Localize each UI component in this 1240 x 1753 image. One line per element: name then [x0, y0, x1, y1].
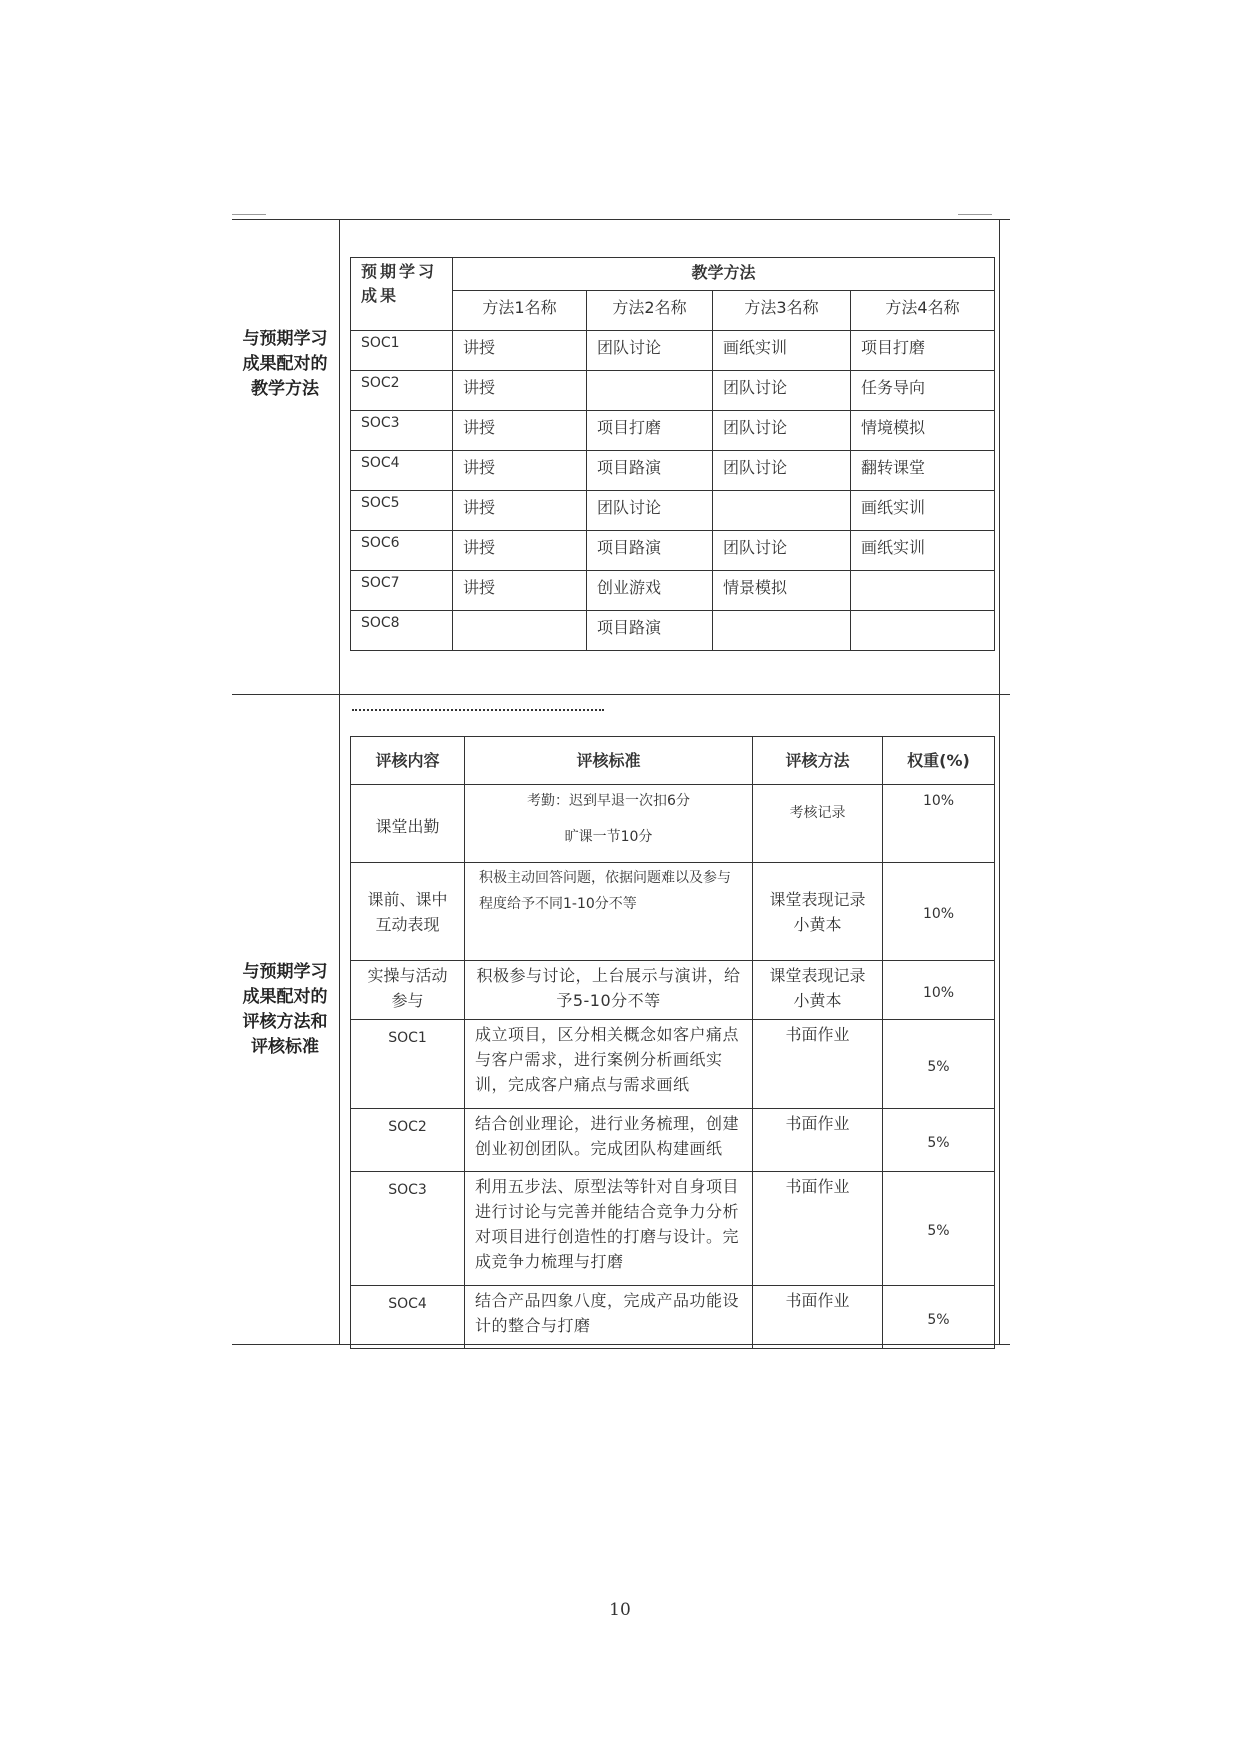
method-header: 方法3名称	[713, 291, 851, 331]
method-cell: 团队讨论	[713, 451, 851, 491]
weight-cell: 10%	[883, 863, 995, 961]
standard-cell: 利用五步法、原型法等针对自身项目进行讨论与完善并能结合竞争力分析对项目进行创造性的打磨与设计。完成竞争力梳理与打磨	[465, 1172, 753, 1286]
header-content: 评核内容	[351, 737, 465, 785]
assessment-section-label	[235, 960, 335, 1060]
method-cell: 团队讨论	[713, 411, 851, 451]
method-cell: 团队讨论	[713, 531, 851, 571]
table-row	[351, 411, 995, 451]
method-cell: 考核记录	[753, 785, 883, 863]
table-row	[351, 1020, 995, 1109]
method-header: 方法4名称	[851, 291, 995, 331]
table-row	[351, 1109, 995, 1172]
method-cell	[453, 611, 587, 651]
table-row	[351, 611, 995, 651]
method-cell: 项目打磨	[851, 331, 995, 371]
method-cell: 讲授	[453, 491, 587, 531]
method-cell: 项目路演	[587, 531, 713, 571]
standard-cell: 积极主动回答问题，依据问题难以及参与程度给予不同1-10分不等	[465, 863, 753, 961]
frame-mid-line	[232, 694, 1010, 695]
frame-top-line	[232, 219, 1010, 220]
frame-right-line	[999, 219, 1000, 1345]
header-standard: 评核标准	[465, 737, 753, 785]
soc-cell: SOC1	[351, 331, 453, 371]
content-cell: SOC2	[351, 1109, 465, 1172]
weight-cell: 5%	[883, 1109, 995, 1172]
frame-corner-tick	[232, 214, 266, 215]
weight-cell: 10%	[883, 961, 995, 1020]
table-row	[351, 451, 995, 491]
table-row	[351, 1286, 995, 1349]
method-cell: 团队讨论	[587, 491, 713, 531]
weight-cell: 5%	[883, 1020, 995, 1109]
content-cell: SOC3	[351, 1172, 465, 1286]
corner-header	[351, 258, 453, 331]
method-cell: 书面作业	[753, 1172, 883, 1286]
header-method: 评核方法	[753, 737, 883, 785]
standard-cell: 成立项目，区分相关概念如客户痛点与客户需求，进行案例分析画纸实训，完成客户痛点与需求画纸	[465, 1020, 753, 1109]
assessment-table	[350, 736, 995, 1349]
frame-divider-line	[339, 219, 340, 1345]
method-cell	[851, 571, 995, 611]
table-row	[351, 371, 995, 411]
teaching-methods-table	[350, 257, 995, 651]
method-cell: 创业游戏	[587, 571, 713, 611]
method-cell: 讲授	[453, 531, 587, 571]
standard-cell: 结合创业理论，进行业务梳理，创建创业初创团队。完成团队构建画纸	[465, 1109, 753, 1172]
soc-cell: SOC4	[351, 451, 453, 491]
method-cell: 书面作业	[753, 1020, 883, 1109]
soc-cell: SOC6	[351, 531, 453, 571]
method-cell: 项目路演	[587, 611, 713, 651]
method-cell: 团队讨论	[713, 371, 851, 411]
header-weight: 权重(%)	[883, 737, 995, 785]
table-row	[351, 491, 995, 531]
soc-cell: SOC7	[351, 571, 453, 611]
corner-header-text: 预期学习成果	[361, 262, 438, 305]
method-cell: 画纸实训	[851, 491, 995, 531]
soc-cell: SOC5	[351, 491, 453, 531]
method-cell: 课堂表现记录小黄本	[753, 961, 883, 1020]
table-row	[351, 863, 995, 961]
page-number: 10	[609, 1600, 631, 1620]
weight-cell: 5%	[883, 1172, 995, 1286]
weight-cell: 10%	[883, 785, 995, 863]
method-cell: 书面作业	[753, 1109, 883, 1172]
standard-cell: 结合产品四象八度，完成产品功能设计的整合与打磨	[465, 1286, 753, 1349]
table-row	[351, 531, 995, 571]
method-cell: 讲授	[453, 411, 587, 451]
method-cell: 项目路演	[587, 451, 713, 491]
method-cell	[851, 611, 995, 651]
teaching-section-label	[235, 327, 335, 402]
table-row	[351, 571, 995, 611]
method-header: 方法1名称	[453, 291, 587, 331]
group-header	[453, 258, 995, 291]
content-cell: SOC4	[351, 1286, 465, 1349]
soc-cell: SOC8	[351, 611, 453, 651]
weight-cell: 5%	[883, 1286, 995, 1349]
method-cell: 课堂表现记录小黄本	[753, 863, 883, 961]
method-cell: 任务导向	[851, 371, 995, 411]
method-cell: 画纸实训	[713, 331, 851, 371]
dotted-separator	[352, 709, 604, 711]
soc-cell: SOC3	[351, 411, 453, 451]
method-cell: 讲授	[453, 571, 587, 611]
method-cell: 情境模拟	[851, 411, 995, 451]
method-cell: 情景模拟	[713, 571, 851, 611]
method-cell	[713, 491, 851, 531]
teaching-section-label-text: 与预期学习成果配对的教学方法	[242, 329, 328, 399]
method-cell	[713, 611, 851, 651]
content-cell: 实操与活动参与	[351, 961, 465, 1020]
frame-corner-tick	[958, 214, 992, 215]
method-cell: 团队讨论	[587, 331, 713, 371]
method-cell: 画纸实训	[851, 531, 995, 571]
table-row	[351, 961, 995, 1020]
soc-cell: SOC2	[351, 371, 453, 411]
content-cell: SOC1	[351, 1020, 465, 1109]
method-cell	[587, 371, 713, 411]
method-cell: 翻转课堂	[851, 451, 995, 491]
assessment-section-label-text: 与预期学习成果配对的评核方法和评核标准	[242, 962, 328, 1057]
method-cell: 书面作业	[753, 1286, 883, 1349]
table-row	[351, 785, 995, 863]
method-cell: 讲授	[453, 451, 587, 491]
group-header-text: 教学方法	[691, 263, 756, 282]
standard-cell	[465, 785, 753, 863]
standard-cell: 积极参与讨论，上台展示与演讲，给予5-10分不等	[465, 961, 753, 1020]
content-cell: 课堂出勤	[351, 785, 465, 863]
method-cell: 讲授	[453, 371, 587, 411]
method-header: 方法2名称	[587, 291, 713, 331]
table-row	[351, 331, 995, 371]
content-cell: 课前、课中互动表现	[351, 863, 465, 961]
method-cell: 项目打磨	[587, 411, 713, 451]
standard-line: 考勤：迟到早退一次扣6分	[527, 793, 690, 809]
table-row	[351, 1172, 995, 1286]
table-header-row	[351, 258, 995, 291]
table-header-row	[351, 737, 995, 785]
standard-line: 旷课一节10分	[564, 829, 653, 845]
method-cell: 讲授	[453, 331, 587, 371]
